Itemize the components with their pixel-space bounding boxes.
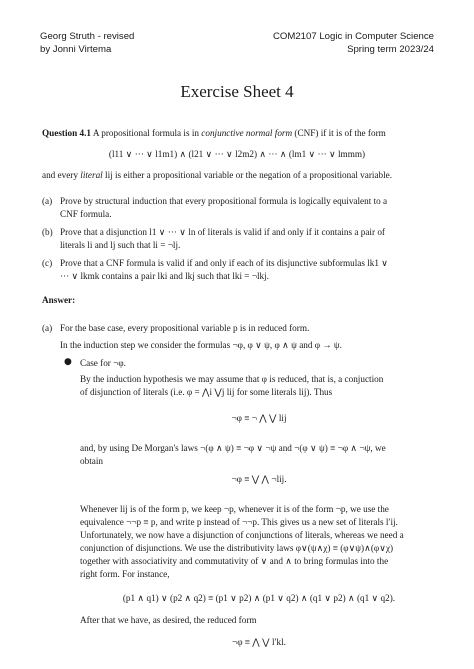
literal-emphasis: literal [80,170,103,180]
literal-text-b: lij is either a propositional variable or the negation of a propositional variable. [102,170,393,180]
reviser-line: by Jonni Virtema [40,44,112,55]
final-line: After that we have, as desired, the reduced form [80,615,257,625]
intro-text-a: A propositional formula is in [92,128,202,138]
course-line: COM2107 Logic in Computer Science [272,31,434,42]
hypothesis-line1: By the induction hypothesis we may assume that φ is reduced, that is, a conjuction [80,374,384,384]
question-intro [42,127,434,140]
author-line: Georg Struth - revised [40,31,135,42]
part-a-text [60,195,440,221]
equation-3: (p1 ∧ q1) ∨ (p2 ∧ q2) ≡ (p1 ∨ p2) ∧ (p1 ∨ q2) ∧ (q1 ∨ p2) ∧ (q1 ∨ q2). [122,593,396,603]
part-c-label: (c) [42,258,53,268]
literal-text-a: and every [42,170,81,180]
answer-heading [42,294,434,307]
hypothesis-line2: of disjunction of literals (i.e. φ = ⋀i ⋁j lij for some literals lij). Thus [80,387,333,397]
part-b-label: (b) [42,227,53,237]
part-b-text [60,226,440,252]
whenever-line1: Whenever lij is of the form p, we keep ¬p, whenever it is of the form ¬p, we use the [80,504,389,514]
case-label: Case for ¬φ. [80,358,126,368]
part-c-line2: ··· ∨ lkmk contains a pair lki and lkj such that lki = ¬lkj. [60,271,269,281]
term-line: Spring term 2023/24 [347,44,434,55]
de-morgan-line2: obtain [80,456,103,466]
equation-1: ¬φ ≡ ¬ ⋀ ⋁ lij [231,413,287,423]
intro-text-b: (CNF) if it is of the form [292,128,386,138]
whenever-line2: equivalence ¬¬p ≡ p, and write p instead of ¬¬p. This gives us a new set of literals l′ij. [80,517,398,527]
de-morgan-line1: and, by using De Morgan's laws ¬(φ ∧ ψ) ≡ ¬φ ∨ ¬ψ and ¬(φ ∨ ψ) ≡ ¬φ ∧ ¬ψ, we [80,443,386,453]
cnf-formula: (l11 ∨ ··· ∨ l1m1) ∧ (l21 ∨ ··· ∨ l2m2) ∧ ··· ∧ (lm1 ∨ ··· ∨ lmmm) [108,149,366,159]
intro-emphasis: conjunctive normal form [201,128,293,138]
whenever-line3: Unfortunately, we now have a disjunction of conjunctions of literals, whereas we need a [80,530,404,540]
part-c-text [60,257,440,283]
part-b-line2: literals li and lj such that li = ¬lj. [60,240,181,250]
part-c-line1: Prove that a CNF formula is valid if and only if each of its disjunctive subformulas lk1 ∨ [60,258,388,268]
answer-a-label: (a) [42,323,53,333]
header-left [40,30,134,56]
equation-4: ¬φ ≡ ⋀ ⋁ l′kl. [232,637,286,647]
whenever-line4: conjunction of disjunctions. We use the distributivity laws φ∨(ψ∧χ) ≡ (φ∨ψ)∧(φ∨χ) [80,543,394,553]
part-b-line1: Prove that a disjunction l1 ∨ ··· ∨ ln of literals is valid if and only if it contains a pair of [60,227,385,237]
whenever-line5: together with associativity and commutativity of ∨ and ∧ to bring formulas into the [80,556,389,566]
header-right [273,30,434,56]
question-label: Question 4.1 [42,128,92,138]
page-title: Exercise Sheet 4 [180,82,294,101]
whenever-line6: right form. For instance, [80,569,170,579]
part-a-label: (a) [42,196,53,206]
part-a-line1: Prove by structural induction that every propositional formula is logically equivalent to a [60,196,388,206]
answer-a-base: For the base case, every propositional variable p is in reduced form. [60,323,310,333]
part-a-line2: CNF formula. [60,209,112,219]
answer-heading-text: Answer: [42,295,76,305]
literal-definition [42,169,434,182]
bullet-icon: ● [64,357,72,367]
answer-a-step: In the induction step we consider the formulas ¬φ, φ ∨ ψ, φ ∧ ψ and φ → ψ. [60,340,342,350]
equation-2: ¬φ ≡ ⋁ ⋀ ¬lij. [231,474,287,484]
